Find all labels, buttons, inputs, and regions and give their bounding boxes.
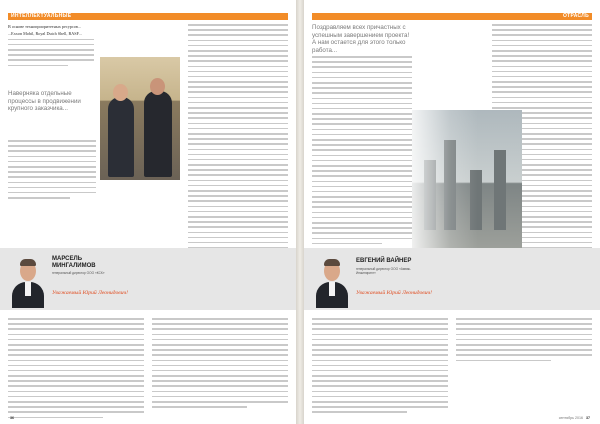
left-column-3: [188, 24, 288, 257]
profile-name: [52, 256, 96, 269]
paragraph: В основе техноприоритетных ресурсов...: [8, 24, 81, 29]
profile-role: генеральный директор ООО «Амвак-Инжиниринг»: [356, 267, 411, 275]
name-line-2: МИНГАЛИМОВ: [52, 262, 96, 269]
text-lines: [8, 39, 94, 67]
portrait-photo: [8, 252, 48, 308]
page-footer-right: [559, 416, 590, 420]
left-column-1-lower: [8, 140, 96, 202]
profile-greeting: Уважаемый Юрий Леонидович!: [356, 290, 433, 296]
page-number: 37: [586, 416, 590, 420]
footer-date: сентябрь 2016: [558, 416, 583, 420]
profile-text-left-1: [8, 318, 144, 422]
left-page: [0, 0, 296, 424]
profile-text-left-2: [152, 318, 288, 411]
pull-quote: Наверняка отдельные процессы в продвижении крупного заказчика...: [8, 90, 81, 113]
right-page: [304, 0, 600, 424]
pull-quote: Поздравляем всех причастных с успешным завершением проекта! А нам остается для этого только работа...: [312, 24, 410, 54]
meeting-photo: [100, 57, 180, 180]
left-column-1: [8, 24, 94, 70]
section-label-right: ОТРАСЛЬ: [562, 13, 589, 19]
spread-gutter: [296, 0, 304, 424]
profile-text-right-2: [456, 318, 592, 365]
profile-text-right-1: [312, 318, 448, 417]
right-column-1: [312, 56, 412, 248]
profile-name: ЕВГЕНИЙ ВАЙНЕР: [356, 258, 412, 264]
paragraph: ...Exxon Mobil, Royal Dutch Shell, BASF...: [8, 31, 82, 37]
name-line-1: МАРСЕЛЬ: [52, 256, 83, 262]
section-label-left: ИНТЕЛЛЕКТУАЛЬНЫЕ: [11, 13, 72, 19]
page-number: 36: [10, 416, 14, 420]
section-bar-right: [312, 13, 592, 20]
page-footer-left: [10, 416, 14, 420]
building-photo: [412, 110, 522, 270]
profile-greeting: Уважаемый Юрий Леонидович!: [52, 290, 129, 296]
portrait-photo: [312, 252, 352, 308]
profile-role: генеральный директор ООО «КСК»: [52, 271, 105, 275]
